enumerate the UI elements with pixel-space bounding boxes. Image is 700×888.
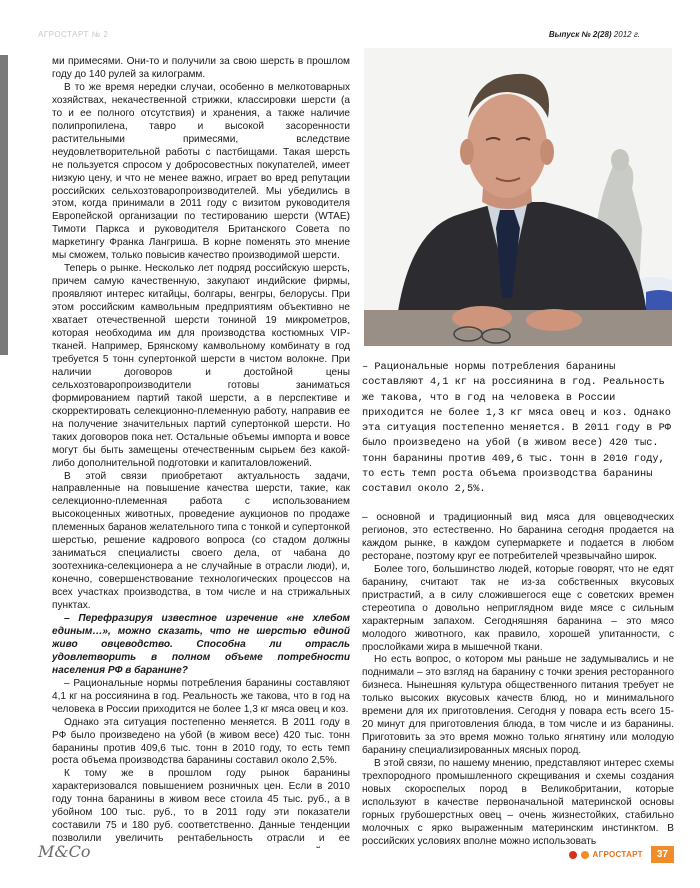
paragraph: Теперь о рынке. Несколько лет подряд российскую шерсть, причем самую качественную, закупают индийские фирмы, проявляют интерес китайцы, болгары, венгры, белорусы. При этом российским камвольным предприятиям объективно не хватает отечественной шерсти тониной 19 микрометров, которая необходима им для производства костюмных VIP-тканей. Например, Брянскому камвольному комбинату в год требуется 5 тонн супертонкой шерсти в чистом волокне. При наличии договоров и достойной цены сельхозтоваропроизводители готовы заниматься формированием партий такой шерсти, а в перспективе и скорректировать селекционно-племенную работу, направив ее на получение значительных партий супертонкой шерсти. Но таких договоров пока нет. Остальные объемы импорта и вовсе могут бы быть замещены отечественным сырьем без какой-либо дополнительной подготовки и капиталовложений. [52, 263, 350, 469]
publisher-logo: M&Co [38, 842, 91, 861]
paragraph: В то же время нередки случаи, особенно в мелкотоварных хозяйствах, некачественной стрижки, классировки шерсти (а то и ее полного отсутствия) и хранения, а также наличие полипропилена, тавро и высокой засоренности растительными примесями, вследствие неудовлетворительной работы с пастбищами. Такая шерсть не пользуется спросом у добросовестных покупателей, имеет низкую цену, и что не менее важно, играет во вред репутации российских сельхозтоваропроизводителей. Мы убедились в этом, когда принимали в 2011 году с визитом руководителя Европейской организации по тестированию шерсти (WTAE) Тимоти Паркса и руководителя Британского Совета по маркетингу Франка Лангриша. В корне поменять это мнение мы сможем, только повысив качество производимой шерсти. [52, 81, 350, 262]
pull-quote [362, 360, 680, 497]
interview-question: – Перефразируя известное изречение «не хлебом единым…», можно сказать, что не шерстью единой живо овцеводство. Способна ли отрасль удовлетворить в полном объеме потребности населения РФ в баранине? [52, 612, 350, 676]
paragraph: К тому же в прошлом году рынок баранины характеризовался повышением розничных цен. Если в 2010 году тонна баранины в живом весе стоила 45 тыс. руб., а в убойном 100 тыс. руб., то в 2011 году эти показатели составили 75 и 180 руб. соответственно. Данные тенденции позволили увеличить рентабельность отрасли и ее [52, 768, 350, 845]
brand-dot-icon [569, 851, 577, 859]
issue-label: Выпуск № 2(28) [548, 30, 612, 39]
right-text-column [362, 512, 674, 848]
pull-quote-text: – Рациональные нормы потребления баранины составляют 4,1 кг на россиянина в год. Реальность же такова, что в год на человека в России приходится не более 1,3 кг мяса овец и коз. Однако эта ситуация постепенно меняется. В 2011 году в РФ было произведено на убой (в живом весе) 420 тыс. тонн баранины против 409,6 тыс. тонн в 2010 году, то есть темп роста объема производства баранины составил около 2,5%. [362, 361, 671, 495]
issue-number [549, 30, 640, 39]
paragraph: Однако эта ситуация постепенно меняется. В 2011 году в РФ было произведено на убой (в живом весе) 420 тыс. тонн баранины против 409,6 тыс. тонн в 2010 году, то есть темп роста объема производства баранины составил около 2,5%. [52, 716, 350, 767]
paragraph: Более того, большинство людей, которые говорят, что не едят баранину, считают так не из-за собственных вкусовых пристрастий, а в силу сложившегося еще с советских времен стереотипа о довольно неприглядном виде мясе с сильным характерным запахом. Сегодняшняя баранина – это мясо молодого животного, как правило, хорошей упитанности, с прослойками жира в мышечной ткани. [362, 563, 674, 653]
page-number: 37 [651, 846, 674, 863]
paragraph: В этой связи, по нашему мнению, представляют интерес схемы трехпородного промышленного скрещивания и схемы создания новых скороспелых пород в Великобритании, которые используют в качестве первоначальной материнской основы горных грубошерстных овец – очень жизнестойких, стабильно молочных с ярко выраженным материнским инстинктом. В российских условиях вполне можно использовать [362, 758, 674, 847]
portrait-illustration [364, 48, 672, 346]
running-header: АГРОСТАРТ № 2 [38, 30, 109, 39]
left-text-column [52, 56, 350, 848]
paragraph: ми примесями. Они-то и получили за свою шерсть в прошлом году до 140 рулей за килограмм. [52, 56, 350, 80]
portrait-photo [364, 48, 672, 346]
paragraph: – основной и традиционный вид мяса для овцеводческих регионов, это естественно. Но баранина сегодня продается на каждом рынке, в каждом супермаркете и подается в любом ресторане, поэтому круг ее потребителей чрезвычайно широк. [362, 512, 674, 562]
page-footer [569, 846, 674, 863]
issue-year: 2012 г. [611, 30, 640, 39]
paragraph: Но есть вопрос, о котором мы раньше не задумывались и не поднимали – это взгляд на баранину с точки зрения ресторанного бизнеса. Нынешняя культура общественного питания требует не только высоких вкусовых качеств блюд, но и минимального времени для их приготовления. Сегодня у повара есть всего 15-20 минут для приготовления блюда, в том числе и из баранины. Приготовить за это время можно только ягнятину или молодую баранину специализированных мясных пород. [362, 654, 674, 757]
brand-name: АГРОСТАРТ [592, 850, 643, 859]
brand-circle-icon [581, 851, 589, 859]
paragraph: – Рациональные нормы потребления баранины составляют 4,1 кг на россиянина в год. Реальность же такова, что в год на человека в России приходится не более 1,3 кг мяса овец и коз. [52, 677, 350, 715]
paragraph: В этой связи приобретают актуальность задачи, направленные на повышение качества шерсти, такие, как селекционно-племенная работа с использованием высокоценных животных, проведение аукционов по продаже племенных баранов желательного типа с тонкой и супертонкой шерстью, решение кадрового вопроса (со стадом должны заниматься специалисты своего дела, от чабана до зоотехника-селекционера а не случайные в отрасли люди), и, конечно, совершенствование технологических процессов на всех участках производства, в том числе и на стрижальных пунктах. [52, 470, 350, 612]
margin-bar [0, 55, 8, 355]
